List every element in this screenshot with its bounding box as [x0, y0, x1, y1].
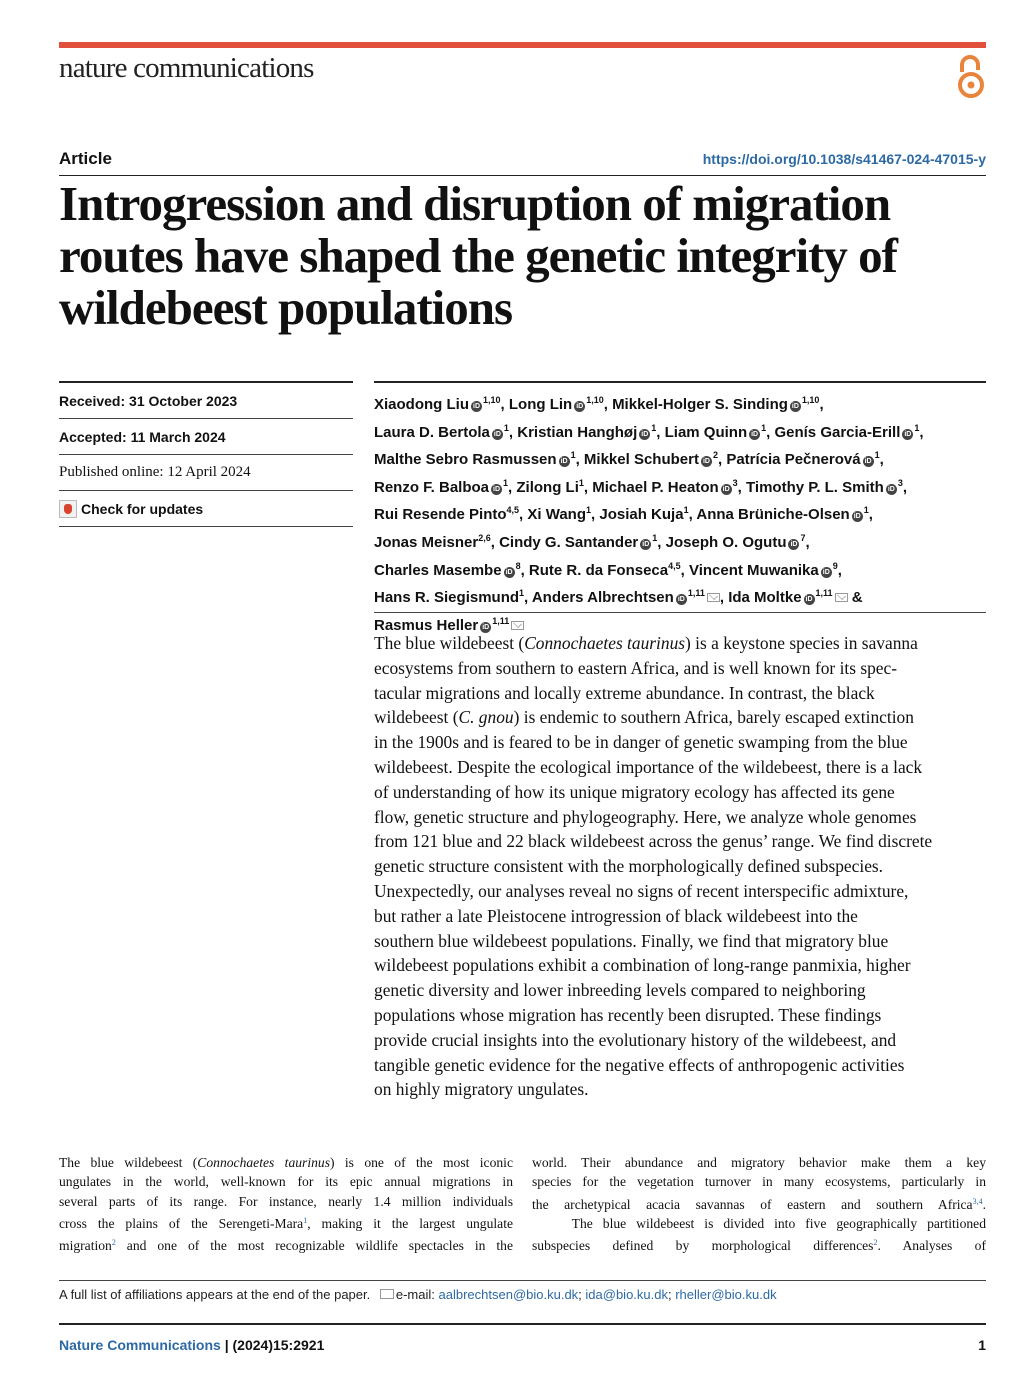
- author-affiliation-sup: 1: [874, 450, 880, 461]
- orcid-icon[interactable]: iD: [493, 430, 501, 438]
- orcid-icon[interactable]: iD: [904, 430, 912, 438]
- orcid-icon[interactable]: iD: [887, 485, 895, 493]
- footer-citation: [59, 1337, 324, 1353]
- orcid-icon[interactable]: iD: [805, 596, 813, 604]
- author-line: Charles Masembe $iD^8$, Rute R. da Fonseca$^{4,5}$, Vincent Muwanika $iD^9$,: [374, 560, 842, 579]
- author-name[interactable]: Hans R. Siegismund: [374, 589, 520, 607]
- divider: [59, 1280, 986, 1281]
- abstract-line: tangible genetic evidence for the negative effects of anthropogenic activities: [374, 1054, 905, 1075]
- doi-link[interactable]: https://doi.org/10.1038/s41467-024-47015-y: [702, 151, 986, 167]
- orcid-icon[interactable]: iD: [677, 596, 685, 604]
- author-name[interactable]: Anders Albrechtsen: [531, 589, 674, 607]
- orcid-icon[interactable]: iD: [505, 568, 513, 576]
- author-line: Rui Resende Pinto$^{4,5}$, Xi Wang$^1$, Josiah Kuja$^1$, Anna Brüniche-Olsen $iD^1$,: [374, 505, 873, 524]
- author-line: Renzo F. Balboa $iD^1$, Zilong Li$^1$, Michael P. Heaton $iD^3$, Timothy P. L. Smith $iD^3$,: [374, 477, 908, 496]
- author-affiliation-sup: 3: [732, 477, 738, 488]
- abstract: [374, 631, 988, 1102]
- body-text: The blue wildebeest is divided into five geographically partitioned: [532, 1215, 986, 1231]
- author-name[interactable]: Mikkel Schubert: [583, 451, 699, 469]
- citation-ref[interactable]: 2: [873, 1238, 878, 1248]
- author-line: Laura D. Bertola $iD^1$, Kristian Hanghøj $iD^1$, Liam Quinn $iD^1$, Genís Garcia-Erill $iD^1$,: [374, 422, 924, 441]
- abstract-line: southern blue wildebeest populations. Finally, we find that migratory blue: [374, 930, 889, 951]
- abstract-line: on highly migratory ungulates.: [374, 1079, 589, 1100]
- orcid-icon[interactable]: iD: [853, 513, 861, 521]
- author-name[interactable]: Kristian Hanghøj: [517, 423, 638, 441]
- open-access-icon: [954, 54, 988, 100]
- abstract-line: but rather a late Pleistocene introgression of black wildebeest into the: [374, 905, 858, 926]
- body-line: [59, 1233, 513, 1255]
- author-affiliation-sup: 2: [712, 450, 718, 461]
- author-affiliation-sup: 1: [503, 422, 509, 433]
- author-affiliation-sup: 1,10: [483, 395, 501, 405]
- author-name[interactable]: Mikkel-Holger S. Sinding: [612, 396, 788, 413]
- title-line: routes have shaped the genetic integrity of: [59, 228, 897, 283]
- orcid-icon[interactable]: iD: [864, 458, 872, 466]
- divider: [374, 612, 986, 613]
- author-affiliation-sup: 3: [897, 477, 903, 488]
- orcid-icon[interactable]: iD: [791, 403, 799, 410]
- email-label: e-mail:: [395, 1287, 439, 1302]
- author-affiliation-sup: 1: [578, 477, 584, 488]
- orcid-icon[interactable]: iD: [560, 458, 568, 466]
- body-line: [532, 1214, 986, 1233]
- author-affiliation-sup: 1: [519, 588, 525, 599]
- body-text: ungulates in the world, well-known for its epic annual migrations in: [59, 1174, 513, 1190]
- orcid-icon[interactable]: iD: [482, 623, 490, 631]
- author-line: Jonas Meisner$^{2,6}$, Cindy G. Santander $iD^1$, Joseph O. Ogutu $iD^7$,: [374, 532, 810, 551]
- author-name[interactable]: Zilong Li: [516, 478, 579, 496]
- abstract-line: The blue wildebeest (Connochaetes taurinus) is a keystone species in savanna: [374, 633, 918, 653]
- author-affiliation-sup: 1,10: [586, 395, 604, 405]
- divider: [59, 526, 353, 527]
- abstract-line: wildebeest populations exhibit a combination of long-range panmixia, higher: [374, 955, 911, 976]
- author-name[interactable]: Xiaodong Liu: [374, 396, 469, 413]
- body-line: [532, 1192, 986, 1214]
- body-line: [59, 1192, 513, 1211]
- author-affiliation-sup: 1: [651, 422, 657, 433]
- author-name[interactable]: Xi Wang: [527, 506, 586, 524]
- author-affiliation-sup: 1: [503, 477, 509, 488]
- author-affiliation-sup: 7: [800, 532, 806, 543]
- check-for-updates-button[interactable]: [59, 491, 353, 526]
- affiliations-note: A full list of affiliations appears at the end of the paper. e-mail: aalbrechtsen@bio.ku.dk; ida@bio.ku.dk; rheller@bio.ku.dk: [59, 1287, 777, 1302]
- orcid-icon[interactable]: iD: [790, 540, 798, 548]
- article-meta: [59, 381, 353, 527]
- divider: [59, 1323, 986, 1325]
- body-text: .: [982, 1196, 986, 1212]
- footer-journal-link[interactable]: Nature Communications: [59, 1337, 221, 1353]
- email-link[interactable]: ida@bio.ku.dk: [585, 1287, 668, 1302]
- abstract-line: genetic diversity and lower inbreeding levels compared to neighboring: [374, 980, 866, 1001]
- author-name[interactable]: Joseph O. Ogutu: [665, 533, 787, 551]
- abstract-line: wildebeest (C. gnou) is endemic to southern Africa, barely escaped extinction: [374, 707, 914, 728]
- abstract-line: from 121 blue and 22 black wildebeest across the genus’ range. We find discrete: [374, 831, 933, 852]
- body-text: cross the plains of the Serengeti-Mara: [59, 1215, 304, 1231]
- body-text: . Analyses of: [877, 1238, 987, 1254]
- body-text: world. Their abundance and migratory behavior make them a key: [532, 1155, 986, 1170]
- author-name[interactable]: Rui Resende Pinto: [374, 506, 507, 524]
- author-affiliation-sup: 1,10: [801, 395, 820, 405]
- email-link[interactable]: aalbrechtsen@bio.ku.dk: [438, 1287, 579, 1302]
- check-for-updates-icon: [59, 500, 77, 518]
- citation-ref[interactable]: 2: [111, 1238, 116, 1248]
- abstract-line: in the 1900s and is feared to be in danger of genetic swamping from the blue: [374, 732, 908, 753]
- author-affiliation-sup: 2,6: [478, 532, 491, 543]
- envelope-icon: [380, 1289, 394, 1299]
- orcid-icon[interactable]: iD: [751, 430, 759, 438]
- envelope-icon[interactable]: [511, 621, 524, 630]
- abstract-line: ecosystems from southern to eastern Africa, and is well known for its spec-: [374, 657, 898, 678]
- author-name[interactable]: Charles Masembe: [374, 561, 502, 579]
- abstract-line: flow, genetic structure and phylogeography. Here, we analyze whole genomes: [374, 806, 917, 827]
- author-name[interactable]: Jonas Meisner: [374, 533, 479, 551]
- abstract-line: genetic structure consistent with the morphologically defined subspecies.: [374, 856, 884, 877]
- author-affiliation-sup: 1,11: [492, 615, 510, 626]
- author-line: Hans R. Siegismund$^1$, Anders Albrechtsen iD$^{1,11}$ , Ida Moltke iD$^{1,11}$ &: [374, 588, 863, 607]
- orcid-icon[interactable]: iD: [576, 403, 584, 410]
- body-text: and one of the most recognizable wildlife spectacles in the: [115, 1238, 513, 1254]
- author-affiliation-sup: 1: [586, 505, 592, 516]
- author-affiliation-sup: 1,11: [687, 588, 705, 599]
- footer-volume: | (2024)15:2921: [220, 1337, 325, 1353]
- abstract-line: populations whose migration has recently been disrupted. These findings: [374, 1004, 882, 1025]
- author-affiliation-sup: 8: [515, 560, 521, 571]
- accent-bar: [59, 42, 986, 48]
- author-name[interactable]: Patrícia Pečnerová: [726, 451, 861, 469]
- citation-ref[interactable]: 1: [303, 1215, 308, 1225]
- author-affiliation-sup: 1: [761, 422, 767, 433]
- author-name[interactable]: Long Lin: [508, 396, 573, 413]
- author-name[interactable]: Michael P. Heaton: [592, 478, 719, 496]
- body-text: the archetypical acacia savannas of eastern and southern Africa: [532, 1196, 973, 1212]
- journal-name: nature communications: [59, 52, 314, 84]
- accepted-date: Accepted: 11 March 2024: [59, 428, 226, 445]
- orcid-icon[interactable]: iD: [702, 458, 710, 466]
- body-text: species for the vegetation turnover in many ecosystems, particularly in: [532, 1174, 986, 1190]
- orcid-icon[interactable]: iD: [722, 485, 730, 493]
- author-affiliation-sup: 1: [914, 422, 920, 433]
- author-name[interactable]: Josiah Kuja: [599, 506, 684, 524]
- orcid-icon[interactable]: iD: [493, 485, 501, 493]
- article-type: Article: [59, 149, 112, 168]
- divider: [374, 381, 986, 383]
- received-date: Received: 31 October 2023: [59, 392, 238, 409]
- orcid-icon[interactable]: iD: [641, 430, 649, 438]
- email-link[interactable]: rheller@bio.ku.dk: [675, 1287, 777, 1302]
- body-text: , making it the largest ungulate: [307, 1215, 514, 1231]
- body-text: subspecies defined by morphological differences: [532, 1238, 874, 1254]
- author-list: [374, 389, 986, 637]
- body-line: [532, 1233, 986, 1255]
- body-column-right: [532, 1153, 986, 1255]
- orcid-icon[interactable]: iD: [642, 540, 650, 548]
- envelope-icon[interactable]: [707, 593, 720, 602]
- author-name[interactable]: Malthe Sebro Rasmussen: [374, 451, 557, 469]
- author-name[interactable]: Anna Brüniche-Olsen: [696, 506, 850, 524]
- author-name[interactable]: Genís Garcia-Erill: [774, 423, 901, 441]
- abstract-line: wildebeest. Despite the ecological importance of the wildebeest, there is a lack: [374, 756, 923, 777]
- body-line: [59, 1153, 513, 1172]
- abstract-line: tacular migrations and locally extreme abundance. In contrast, the black: [374, 682, 875, 703]
- author-affiliation-sup: 1: [570, 450, 576, 461]
- author-affiliation-sup: 4,5: [506, 505, 520, 516]
- body-line: [532, 1172, 986, 1191]
- check-for-updates-label: Check for updates: [81, 500, 204, 517]
- author-name[interactable]: Laura D. Bertola: [374, 423, 490, 441]
- author-name[interactable]: Rasmus Heller: [374, 616, 479, 634]
- author-affiliation-sup: 1: [863, 505, 869, 516]
- body-line: [532, 1153, 986, 1172]
- published-date: Published online: 12 April 2024: [59, 464, 251, 480]
- body-column-left: [59, 1153, 513, 1255]
- author-line: Xiaodong Liu iD$^{1,10}$, Long Lin iD$^{1,10}$, Mikkel-Holger S. Sinding iD$^{1,10}$,: [374, 395, 824, 413]
- title-line: wildebeest populations: [59, 280, 513, 335]
- body-line: [59, 1172, 513, 1191]
- author-line: Malthe Sebro Rasmussen $iD^1$, Mikkel Schubert $iD^2$, Patrícia Pečnerová $iD^1$,: [374, 450, 884, 469]
- orcid-icon[interactable]: iD: [822, 568, 830, 576]
- abstract-line: of understanding of how its unique migratory ecology has affected its gene: [374, 781, 895, 802]
- affiliations-text: A full list of affiliations appears at the end of the paper.: [59, 1287, 371, 1302]
- author-affiliation-sup: 9: [832, 560, 838, 571]
- body-line: [59, 1211, 513, 1233]
- body-text: migration: [59, 1238, 112, 1254]
- author-affiliation-sup: 1: [683, 505, 689, 516]
- author-affiliation-sup: 1: [652, 532, 658, 543]
- citation-ref[interactable]: 3,4: [972, 1196, 983, 1206]
- author-affiliation-sup: 4,5: [668, 560, 681, 571]
- title-line: Introgression and disruption of migration: [59, 176, 891, 231]
- author-name[interactable]: Renzo F. Balboa: [374, 478, 490, 496]
- body-text: The blue wildebeest (Connochaetes taurinus) is one of the most iconic: [59, 1155, 513, 1170]
- author-affiliation-sup: 1,11: [815, 588, 833, 599]
- author-name[interactable]: Cindy G. Santander: [499, 533, 639, 551]
- article-title: [59, 178, 989, 334]
- author-name[interactable]: Ida Moltke: [728, 589, 802, 607]
- author-name[interactable]: Liam Quinn: [664, 423, 748, 441]
- abstract-line: provide crucial insights into the evolutionary history of the wildebeest, and: [374, 1029, 897, 1050]
- orcid-icon[interactable]: iD: [473, 403, 480, 410]
- author-name[interactable]: Rute R. da Fonseca: [528, 561, 669, 579]
- abstract-line: Unexpectedly, our analyses reveal no signs of recent interspecific admixture,: [374, 880, 909, 901]
- author-name[interactable]: Timothy P. L. Smith: [746, 478, 884, 496]
- body-text: several parts of its range. For instance, nearly 1.4 million individuals: [59, 1193, 513, 1209]
- author-name[interactable]: Vincent Muwanika: [688, 561, 819, 579]
- envelope-icon[interactable]: [835, 593, 848, 602]
- page-number: 1: [978, 1337, 986, 1353]
